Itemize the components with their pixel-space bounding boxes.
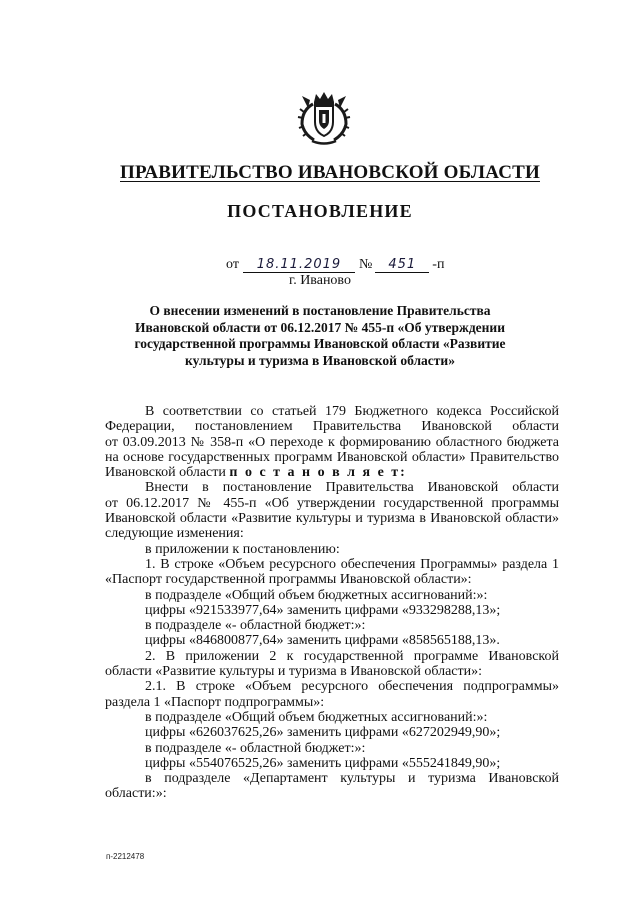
body-line: в подразделе «Общий объем бюджетных ассигнований:»: [145, 587, 488, 603]
handwritten-date: 18.11.2019 [243, 258, 355, 273]
document-subject [118, 303, 522, 369]
body-line: В соответствии со статьей 179 Бюджетного кодекса Российской [145, 404, 559, 419]
number-sign: № [358, 257, 373, 272]
handwritten-number: 451 [375, 258, 429, 273]
coat-of-arms-icon [296, 88, 352, 146]
body-line: цифры «921533977,64» заменить цифрами «933298288,13»; [145, 602, 501, 618]
subject-line: Ивановской области от 06.12.2017 № 455-п «Об утверждении [135, 319, 505, 335]
body-line [105, 465, 559, 480]
body-line: в подразделе «- областной бюджет:»: [145, 740, 366, 756]
subject-line: государственной программы Ивановской области «Развитие [134, 336, 506, 351]
body-line: области:»: [105, 786, 167, 802]
body-line: в подразделе «Общий объем бюджетных ассигнований:»: [145, 709, 488, 725]
body-text: Ивановской области [105, 465, 226, 481]
body-line: в приложении к постановлению: [145, 541, 340, 557]
body-line: от 06.12.2017 № 455-п «Об утверждении государственной программы [105, 495, 559, 511]
body-line: на основе государственных программ Ивановской области» Правительство [105, 449, 559, 465]
body-line: области «Развитие культуры и туризма в Ивановской области»: [105, 664, 483, 680]
body-line: в подразделе «Департамент культуры и туризма Ивановской [145, 771, 559, 787]
body-line: раздела 1 «Паспорт подпрограммы»: [105, 694, 325, 710]
number-suffix: -п [432, 257, 445, 272]
date-prefix: от [226, 257, 239, 272]
body-line: в подразделе «- областной бюджет:»: [145, 618, 366, 634]
body-line: Внести в постановление Правительства Ивановской области [145, 480, 559, 496]
body-line: цифры «626037625,26» заменить цифрами «627202949,90»; [145, 725, 501, 741]
subject-line: О внесении изменений в постановление Правительства [149, 303, 491, 318]
body-line: 2. В приложении 2 к государственной программе Ивановской [145, 648, 559, 664]
body-line: следующие изменения: [105, 526, 244, 542]
body-line: цифры «554076525,26» заменить цифрами «555241849,90»; [145, 755, 501, 771]
resolves-word: п о с т а н о в л я е т: [229, 465, 407, 481]
body-line: цифры «846800877,64» заменить цифрами «858565188,13». [145, 633, 500, 649]
organization-title: ПРАВИТЕЛЬСТВО ИВАНОВСКОЙ ОБЛАСТИ [120, 162, 540, 183]
body-line: «Паспорт государственной программы Ивановской области»: [105, 572, 472, 588]
body-line: 2.1. В строке «Объем ресурсного обеспечения подпрограммы» [145, 679, 559, 695]
document-type: ПОСТАНОВЛЕНИЕ [227, 201, 413, 221]
city: г. Иваново [289, 273, 351, 288]
date-number-line [226, 256, 444, 274]
body-line: 1. В строке «Объем ресурсного обеспечения Программы» раздела 1 [145, 556, 559, 572]
body-line: Федерации, постановлением Правительства Ивановской области [105, 419, 559, 435]
body-line: Ивановской области «Развитие культуры и туризма в Ивановской области» [105, 511, 559, 527]
footer-code: п-2212478 [106, 852, 145, 861]
subject-line: культуры и туризма в Ивановской области» [185, 352, 455, 368]
document-body [105, 404, 559, 802]
body-line: от 03.09.2013 № 358-п «О переходе к формированию областного бюджета [105, 434, 559, 450]
